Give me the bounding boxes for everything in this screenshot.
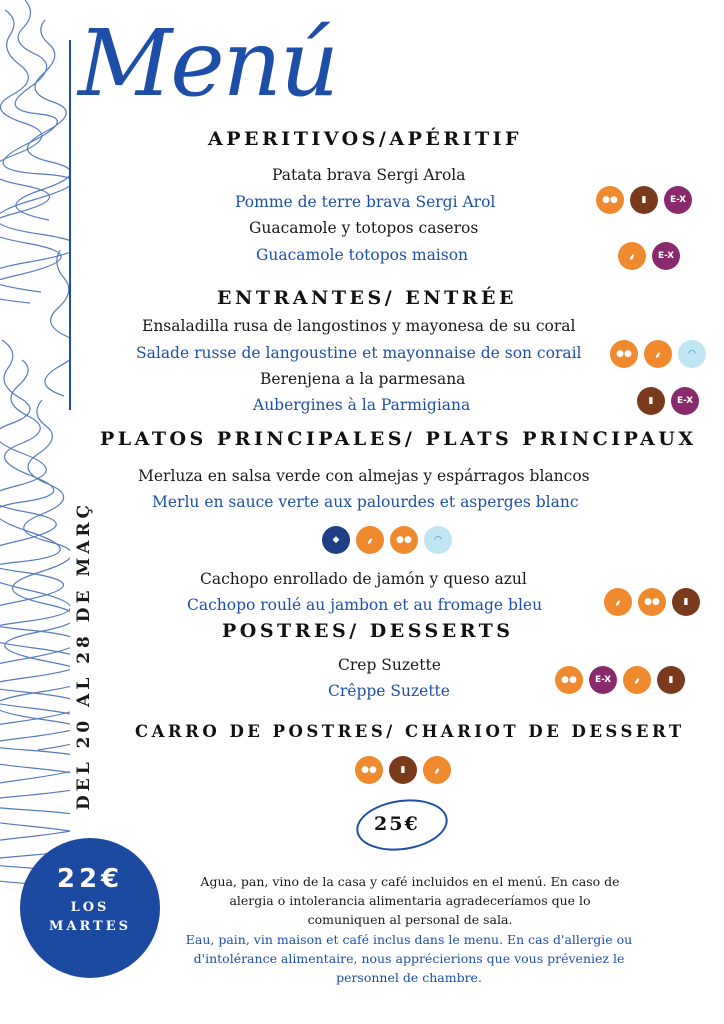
dish-fr: Aubergines à la Parmigiana <box>253 396 471 414</box>
dish-es: Berenjena a la parmesana <box>260 370 466 388</box>
section-title-carro: CARRO DE POSTRES/ CHARIOT DE DESSERT <box>135 722 685 741</box>
allergen-icons <box>596 186 692 214</box>
vertical-divider-line <box>69 40 71 410</box>
note-es: Agua, pan, vino de la casa y café incluidos en el menú. En caso de alergia o intolerancia alimentaria agradeceríamos que lo comuniquen al personal de sala. <box>200 874 620 927</box>
milk-icon: ▮ <box>672 588 700 616</box>
dish-es: Merluza en salsa verde con almejas y espárragos blancos <box>138 467 590 485</box>
dish-fr: Crêppe Suzette <box>328 682 450 700</box>
section-title-entrantes: ENTRANTES/ ENTRÉE <box>217 287 518 309</box>
allergen-icons <box>610 340 706 368</box>
allergen-icons <box>322 526 452 554</box>
egg-icon: ●● <box>390 526 418 554</box>
gluten-icon: ⸙ <box>644 340 672 368</box>
dish-es: Crep Suzette <box>338 656 441 674</box>
allergen-icons <box>618 242 680 270</box>
dish-es: Cachopo enrollado de jamón y queso azul <box>200 570 527 588</box>
fish-icon: ◆ <box>322 526 350 554</box>
egg-icon: ●● <box>596 186 624 214</box>
egg-icon: ●● <box>355 756 383 784</box>
date-range-vertical: DEL 20 AL 28 DE MARÇ <box>74 500 94 810</box>
dish-es: Ensaladilla rusa de langostinos y mayonesa de su coral <box>142 317 576 335</box>
dish-fr: Merlu en sauce verte aux palourdes et asperges blanc <box>152 493 579 511</box>
shellfish-icon: ◠ <box>424 526 452 554</box>
section-title-postres: POSTRES/ DESSERTS <box>222 620 514 642</box>
dish-es: Patata brava Sergi Arola <box>272 166 466 184</box>
allergen-icons <box>637 387 699 415</box>
milk-icon: ▮ <box>389 756 417 784</box>
milk-icon: ▮ <box>637 387 665 415</box>
milk-icon: ▮ <box>630 186 658 214</box>
badge-line2: MARTES <box>48 919 132 934</box>
gluten-icon: ⸙ <box>623 666 651 694</box>
allergen-icons <box>604 588 700 616</box>
allergen-icons <box>555 666 685 694</box>
egg-icon: ●● <box>638 588 666 616</box>
dish-fr: Cachopo roulé au jambon et au fromage bleu <box>187 596 543 614</box>
gluten-icon: ⸙ <box>604 588 632 616</box>
dish-fr: Salade russe de langoustine et mayonnaise de son corail <box>136 344 582 362</box>
menu-price: 25€ <box>374 813 420 835</box>
sulphites-icon: E-X <box>589 666 617 694</box>
sulphites-icon: E-X <box>652 242 680 270</box>
milk-icon: ▮ <box>657 666 685 694</box>
egg-icon: ●● <box>610 340 638 368</box>
shellfish-icon: ◠ <box>678 340 706 368</box>
menu-title: Menú <box>78 10 338 117</box>
dish-fr: Pomme de terre brava Sergi Arol <box>235 193 496 211</box>
sulphites-icon: E-X <box>664 186 692 214</box>
badge-line1: LOS <box>70 900 110 915</box>
gluten-icon: ⸙ <box>618 242 646 270</box>
section-title-aperitivos: APERITIVOS/APÉRITIF <box>208 128 523 150</box>
gluten-icon: ⸙ <box>423 756 451 784</box>
gluten-icon: ⸙ <box>356 526 384 554</box>
allergen-icons <box>355 756 451 784</box>
badge-price: 22€ <box>56 864 124 894</box>
tuesday-price-badge <box>20 838 160 978</box>
sulphites-icon: E-X <box>671 387 699 415</box>
dish-es: Guacamole y totopos caseros <box>249 219 479 237</box>
dish-fr: Guacamole totopos maison <box>256 246 469 264</box>
note-fr: Eau, pain, vin maison et café inclus dans le menu. En cas d'allergie ou d'intolérance alimentaire, nous apprécierions que vous préveniez le personnel de chambre. <box>185 932 633 985</box>
section-title-principales: PLATOS PRINCIPALES/ PLATS PRINCIPAUX <box>100 428 697 450</box>
egg-icon: ●● <box>555 666 583 694</box>
